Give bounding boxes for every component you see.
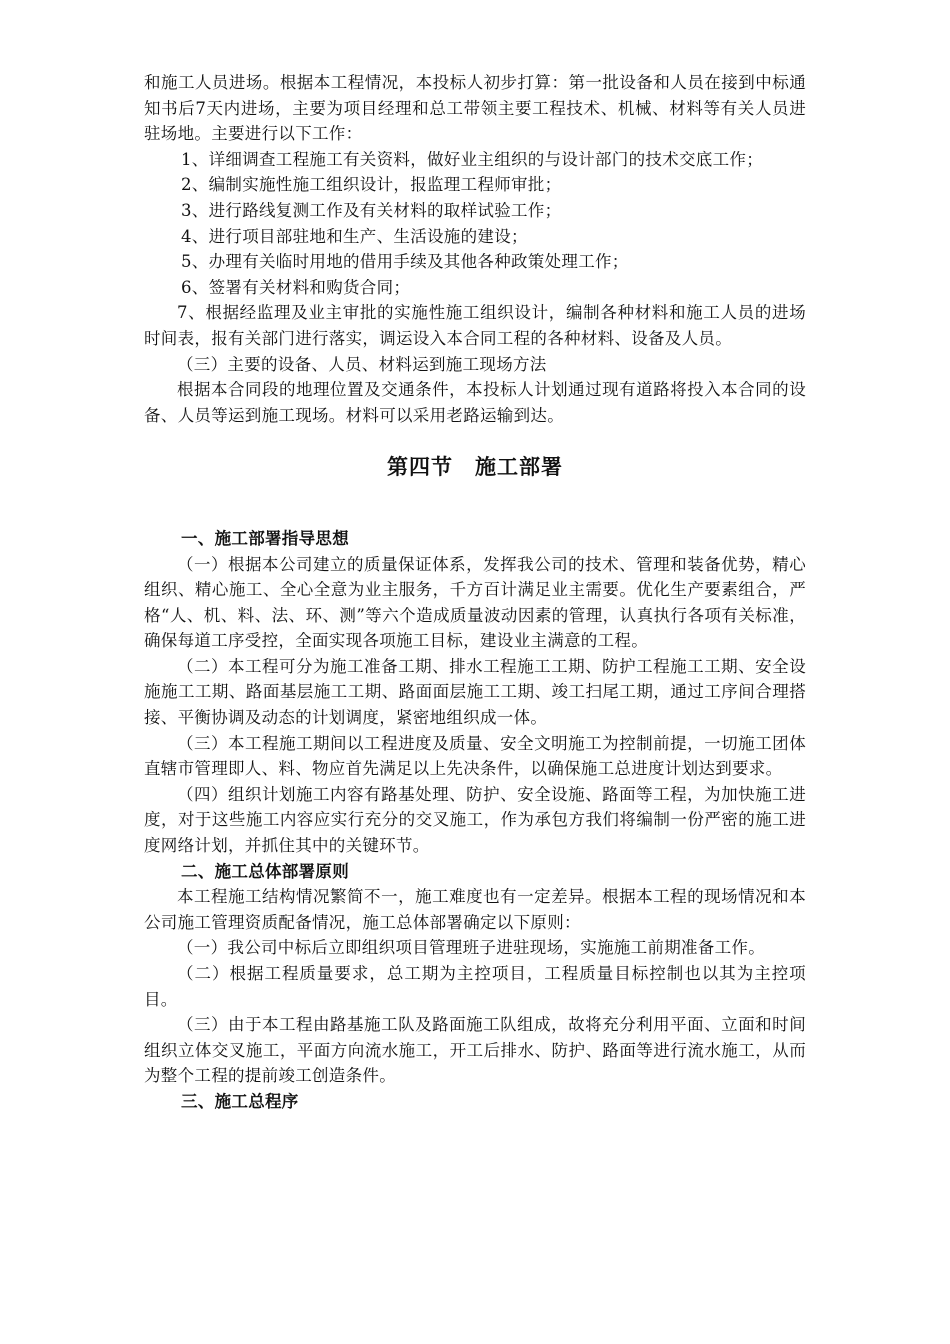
heading-construction-procedure: 三、施工总程序: [181, 1091, 299, 1111]
paragraph: （二）本工程可分为施工准备工期、排水工程施工工期、防护工程施工工期、安全设施施工工期、路面基层施工工期、路面面层施工工期、竣工扫尾工期，通过工序间合理搭接、平衡协调及动态的计划调度，紧密地组织成一体。: [144, 656, 806, 728]
list-item: 4、进行项目部驻地和生产、生活设施的建设；: [181, 226, 528, 246]
list-item: 3、进行路线复测工作及有关材料的取样试验工作；: [181, 200, 562, 220]
list-item: 1、详细调查工程施工有关资料，做好业主组织的与设计部门的技术交底工作；: [181, 149, 763, 169]
paragraph: （二）根据工程质量要求，总工期为主控项目，工程质量目标控制也以其为主控项目。: [144, 964, 806, 1009]
paragraph: 本工程施工结构情况繁简不一，施工难度也有一定差异。根据本工程的现场情况和本公司施工管理资质配备情况，施工总体部署确定以下原则：: [144, 887, 806, 932]
paragraph: （一）根据本公司建立的质量保证体系，发挥我公司的技术、管理和装备优势，精心组织、精心施工、全心全意为业主服务，千方百计满足业主需要。优化生产要素组合，严格“人、机、料、法、环、测”等六个造成质量波动因素的管理，认真执行各项有关标准，确保每道工序受控，全面实现各项施工目标，建设业主满意的工程。: [144, 554, 806, 651]
paragraph-continuation: 和施工人员进场。根据本工程情况，本投标人初步打算：第一批设备和人员在接到中标通知书后7天内进场，主要为项目经理和总工带领主要工程技术、机械、材料等有关人员进驻场地。主要进行以下工作：: [144, 73, 806, 144]
heading-deployment-principles: 二、施工总体部署原则: [181, 861, 349, 881]
paragraph: （三）本工程施工期间以工程进度及质量、安全文明施工为控制前提，一切施工团体直辖市管理即人、料、物应首先满足以上先决条件，以确保施工总进度计划达到要求。: [144, 733, 806, 779]
paragraph: （一）我公司中标后立即组织项目管理班子进驻现场，实施施工前期准备工作。: [177, 938, 765, 958]
paragraph: （三）由于本工程由路基施工队及路面施工队组成，故将充分利用平面、立面和时间组织立体交叉施工，平面方向流水施工，开工后排水、防护、路面等进行流水施工，从而为整个工程的提前竣工创造条件。: [144, 1015, 806, 1086]
paragraph: 根据本合同段的地理位置及交通条件，本投标人计划通过现有道路将投入本合同的设备、人员等运到施工现场。材料可以采用老路运输到达。: [144, 380, 806, 425]
list-item: 5、办理有关临时用地的借用手续及其他各种政策处理工作；: [181, 252, 629, 272]
heading-guiding-ideology: 一、施工部署指导思想: [181, 528, 349, 548]
list-item: 6、签署有关材料和购货合同；: [181, 277, 411, 297]
list-item: 2、编制实施性施工组织设计，报监理工程师审批；: [181, 175, 562, 195]
document-body: [144, 70, 806, 1115]
paragraph: （四）组织计划施工内容有路基处理、防护、安全设施、路面等工程，为加快施工进度，对于这些施工内容应实行充分的交叉施工，作为承包方我们将编制一份严密的施工进度网络计划，并抓住其中的关键环节。: [144, 784, 806, 856]
section-title: 第四节 施工部署: [387, 454, 563, 480]
list-item: 7、根据经监理及业主审批的实施性施工组织设计，编制各种材料和施工人员的进场时间表，报有关部门进行落实，调运设入本合同工程的各种材料、设备及人员。: [144, 303, 806, 348]
subsection-heading: （三）主要的设备、人员、材料运到施工现场方法: [177, 354, 547, 374]
